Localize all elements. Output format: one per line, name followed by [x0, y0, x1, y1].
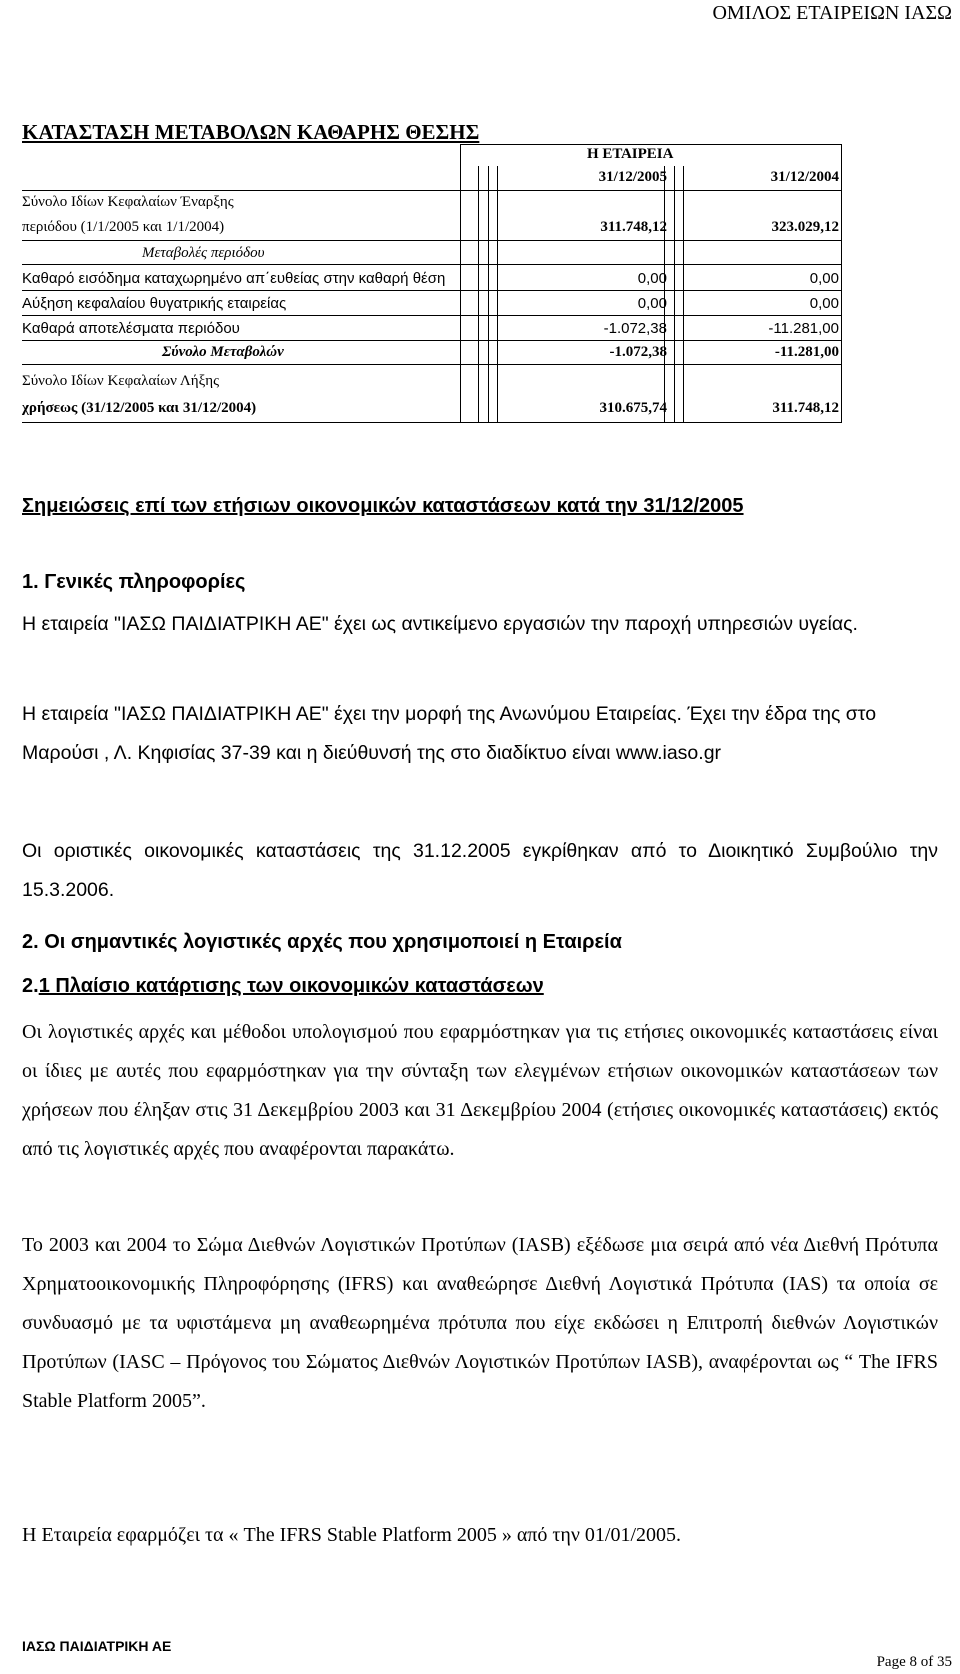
opening-value-2005: 311.748,12: [600, 219, 667, 235]
column-header-2004: 31/12/2004: [770, 169, 839, 185]
closing-label-line1: Σύνολο Ιδίων Κεφαλαίων Λήξης: [22, 373, 220, 389]
section-1-title: 1. Γενικές πληροφορίες: [22, 571, 246, 593]
section-1-paragraph-3: Οι οριστικές οικονομικές καταστάσεις της 31.12.2005 εγκρίθηκαν από το Διοικητικό Συμβούλιο την 15.3.2006.: [22, 840, 938, 901]
section-2-1-paragraph-3: Η Εταιρεία εφαρμόζει τα « The IFRS Stable Platform 2005 » από την 01/01/2005.: [22, 1524, 682, 1546]
statement-title: ΚΑΤΑΣΤΑΣΗ ΜΕΤΑΒΟΛΩΝ ΚΑΘΑΡΗΣ ΘΕΣΗΣ: [22, 120, 480, 144]
entity-header: Η ΕΤΑΙΡΕΙΑ: [587, 146, 674, 162]
opening-label-line1: Σύνολο Ιδίων Κεφαλαίων Έναρξης: [22, 194, 234, 210]
section-2-1-paragraph-1: Οι λογιστικές αρχές και μέθοδοι υπολογισμού που εφαρμόστηκαν για τις ετήσιες οικονομικές καταστάσεις είναι οι ίδιες με αυτές που εφαρμόστηκαν για την σύνταξη των ελεγμένων ετήσιων οικονομικών καταστάσεων των χρήσεων που έληξαν στις 31 Δεκεμβρίου 2003 και 31 Δεκεμβρίου 2004 (ετήσιες οικονομικές καταστάσεις) εκτός από τις λογιστικές αρχές που αναφέρονται παρακάτω.: [22, 1021, 938, 1160]
section-1-paragraph-1: Η εταιρεία "ΙΑΣΩ ΠΑΙΔΙΑΤΡΙΚΗ ΑΕ" έχει ως αντικείμενο εργασιών την παροχή υπηρεσιών υγείας.: [22, 613, 858, 635]
total-changes-label: Σύνολο Μεταβολών: [162, 344, 284, 360]
opening-label-line2: περιόδου (1/1/2005 και 1/1/2004): [22, 219, 225, 235]
changes-heading: Μεταβολές περιόδου: [142, 245, 265, 261]
section-2-1-title: 2.1 Πλαίσιο κατάρτισης των οικονομικών καταστάσεων: [22, 975, 544, 997]
notes-title: Σημειώσεις επί των ετήσιων οικονομικών καταστάσεων κατά την 31/12/2005: [22, 495, 744, 517]
page-header: ΟΜΙΛΟΣ ΕΤΑΙΡΕΙΩΝ ΙΑΣΩ: [712, 2, 952, 24]
total-changes-2005: -1.072,38: [609, 344, 667, 360]
closing-label-line2: χρήσεως (31/12/2005 και 31/12/2004): [22, 400, 257, 416]
column-header-2005: 31/12/2005: [598, 169, 667, 185]
total-changes-2004: -11.281,00: [774, 344, 839, 360]
closing-value-2005: 310.675,74: [599, 400, 667, 416]
page-number: Page 8 of 35: [876, 1654, 952, 1670]
opening-value-2004: 323.029,12: [771, 219, 839, 235]
section-1-paragraph-2: Η εταιρεία "ΙΑΣΩ ΠΑΙΔΙΑΤΡΙΚΗ ΑΕ" έχει την μορφή της Ανωνύμου Εταιρείας. Έχει την έδρα της στο Μαρούσι , Λ. Κηφισίας 37-39 και η διεύθυνσή της στο διαδίκτυο είναι www.iaso.gr: [22, 703, 877, 764]
section-2-1-paragraph-2: Το 2003 και 2004 το Σώμα Διεθνών Λογιστικών Προτύπων (IASB) εξέδωσε μια σειρά από νέα Διεθνή Πρότυπα Χρηματοοικονομικής Πληροφόρησης (IFRS) και αναθεώρησε Διεθνή Λογιστικά Πρότυπα (IAS) τα οποία σε συνδυασμό με τα υφιστάμενα μη αναθεωρημένα πρότυπα που είχε εκδώσει η Επιτροπή διεθνών Λογιστικών Προτύπων (IASC – Πρόγονος του Σώματος Διεθνών Λογιστικών Προτύπων IASB), αναφέρονται ως “ The IFRS Stable Platform 2005”.: [22, 1234, 938, 1412]
section-2-title: 2. Οι σημαντικές λογιστικές αρχές που χρησιμοποιεί η Εταιρεία: [22, 931, 622, 953]
equity-changes-table: Η ΕΤΑΙΡΕΙΑ 31/12/2005 31/12/2004 Σύνολο Ιδίων Κεφαλαίων Έναρξης περιόδου (1/1/2005 και 1/1/2004) 311.748,12 323.029,12 Μεταβολές περιόδου Καθαρό εισόδημα καταχωρημένο απ΄ευθείας στην καθαρή θέση 0,00 0,00 Αύξηση κεφαλαίου θυγατρικής εταιρείας 0,00 0,00 Καθαρά αποτελέσματα περιόδου -1.072,38 -11.281,00 Σύνολο Μεταβολών -1.072,38 -11.281,00 Σύνολο Ιδίων Κεφαλαίων Λήξης χρήσεως (31/12/2005 και 31/12/2004) 310.675,74 311.748,12: [22, 152, 842, 424]
closing-value-2004: 311.748,12: [772, 400, 839, 416]
footer-company: ΙΑΣΩ ΠΑΙΔΙΑΤΡΙΚΗ ΑΕ: [22, 1638, 172, 1654]
